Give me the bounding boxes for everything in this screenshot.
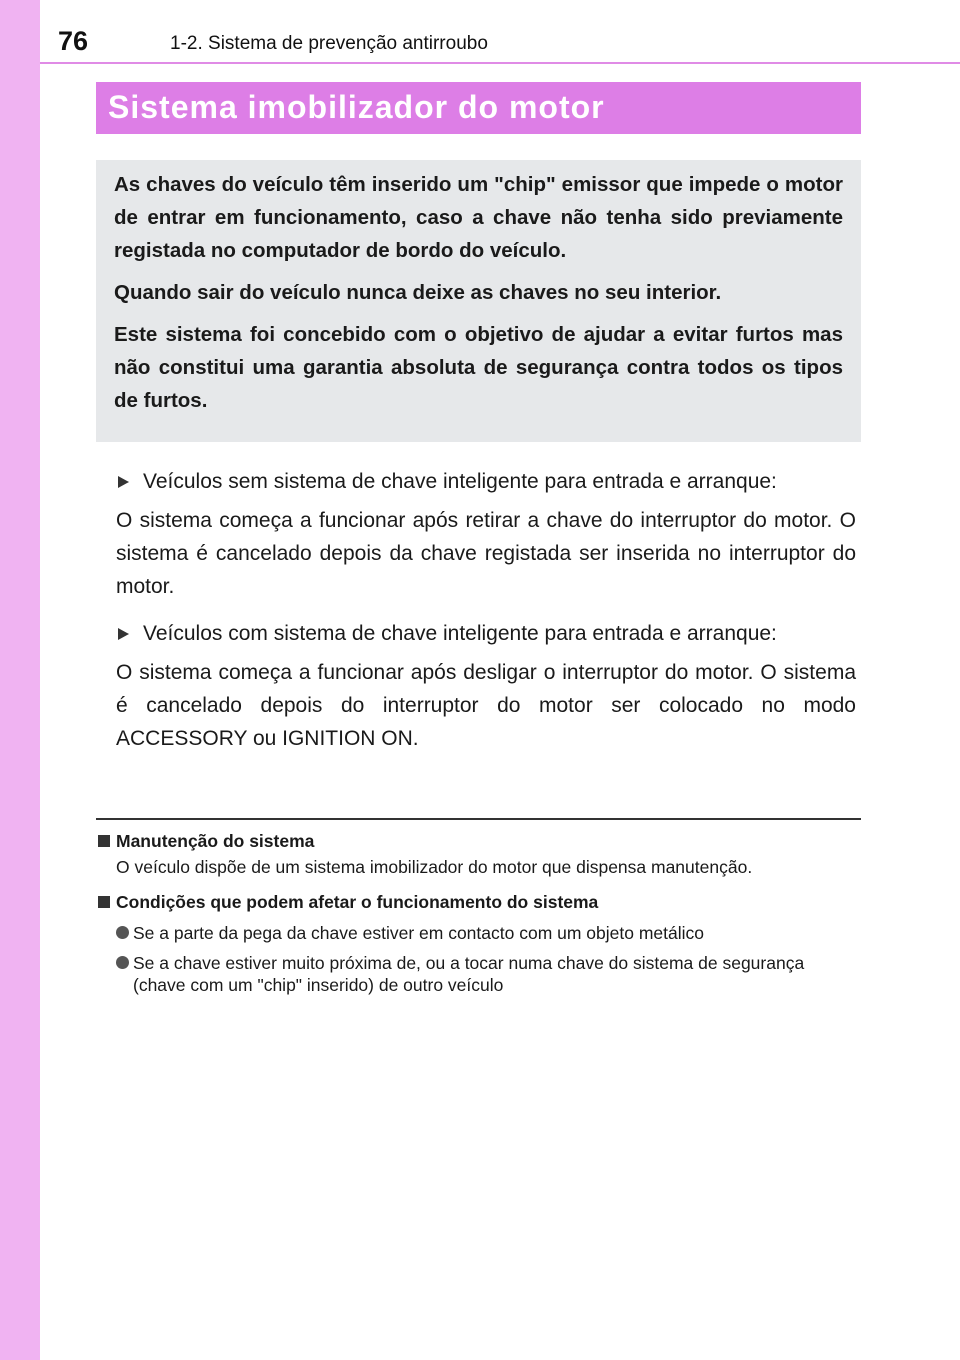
note-heading: [96, 829, 861, 853]
list-item: [96, 922, 861, 944]
square-bullet-icon: [98, 835, 110, 847]
note-heading-text: Manutenção do sistema: [116, 831, 315, 851]
condition-heading-text: Veículos sem sistema de chave inteligente para entrada e arranque:: [143, 470, 777, 493]
intro-box: [96, 160, 861, 442]
triangle-bullet-icon: [118, 476, 129, 488]
page-number: 76: [58, 26, 89, 56]
note-heading: [96, 890, 861, 914]
note-text: O veículo dispõe de um sistema imobilizador do motor que dispensa manutenção.: [116, 857, 753, 877]
body-content: [116, 465, 856, 755]
circle-bullet-icon: [116, 956, 129, 969]
intro-paragraph: As chaves do veículo têm inserido um "chip" emissor que impede o motor de entrar em funcionamento, caso a chave não tenha sido previamente registada no computador de bordo do veículo.: [114, 173, 843, 262]
triangle-bullet-icon: [118, 628, 129, 640]
notes-divider: [96, 818, 861, 820]
section-reference: 1-2. Sistema de prevenção antirroubo: [170, 33, 488, 54]
header-divider: [40, 62, 960, 64]
list-item-text: Se a chave estiver muito próxima de, ou a tocar numa chave do sistema de segurança (chave com um "chip" inserido) de outro veículo: [133, 953, 805, 995]
page-title: Sistema imobilizador do motor: [108, 89, 605, 125]
notes-section: [96, 829, 861, 996]
intro-paragraph: Este sistema foi concebido com o objetivo de ajudar a evitar furtos mas não constitui uma garantia absoluta de segurança contra todos os tipos de furtos.: [114, 323, 843, 412]
condition-paragraph: O sistema começa a funcionar após retirar a chave do interruptor do motor. O sistema é cancelado depois da chave registada ser inserida no interruptor do motor.: [116, 509, 856, 598]
note-heading-text: Condições que podem afetar o funcionamento do sistema: [116, 892, 599, 912]
list-item-text: Se a parte da pega da chave estiver em contacto com um objeto metálico: [133, 923, 705, 943]
list-item: [96, 952, 861, 996]
intro-paragraph: Quando sair do veículo nunca deixe as chaves no seu interior.: [114, 281, 722, 304]
side-color-strip: [0, 0, 40, 1360]
condition-heading: [116, 617, 856, 650]
square-bullet-icon: [98, 896, 110, 908]
title-bar: [96, 82, 861, 134]
condition-heading: [116, 465, 856, 498]
condition-paragraph: O sistema começa a funcionar após desligar o interruptor do motor. O sistema é cancelado depois do interruptor do motor ser colocado no modo ACCESSORY ou IGNITION ON.: [116, 661, 856, 750]
condition-heading-text: Veículos com sistema de chave inteligente para entrada e arranque:: [143, 622, 777, 645]
circle-bullet-icon: [116, 926, 129, 939]
